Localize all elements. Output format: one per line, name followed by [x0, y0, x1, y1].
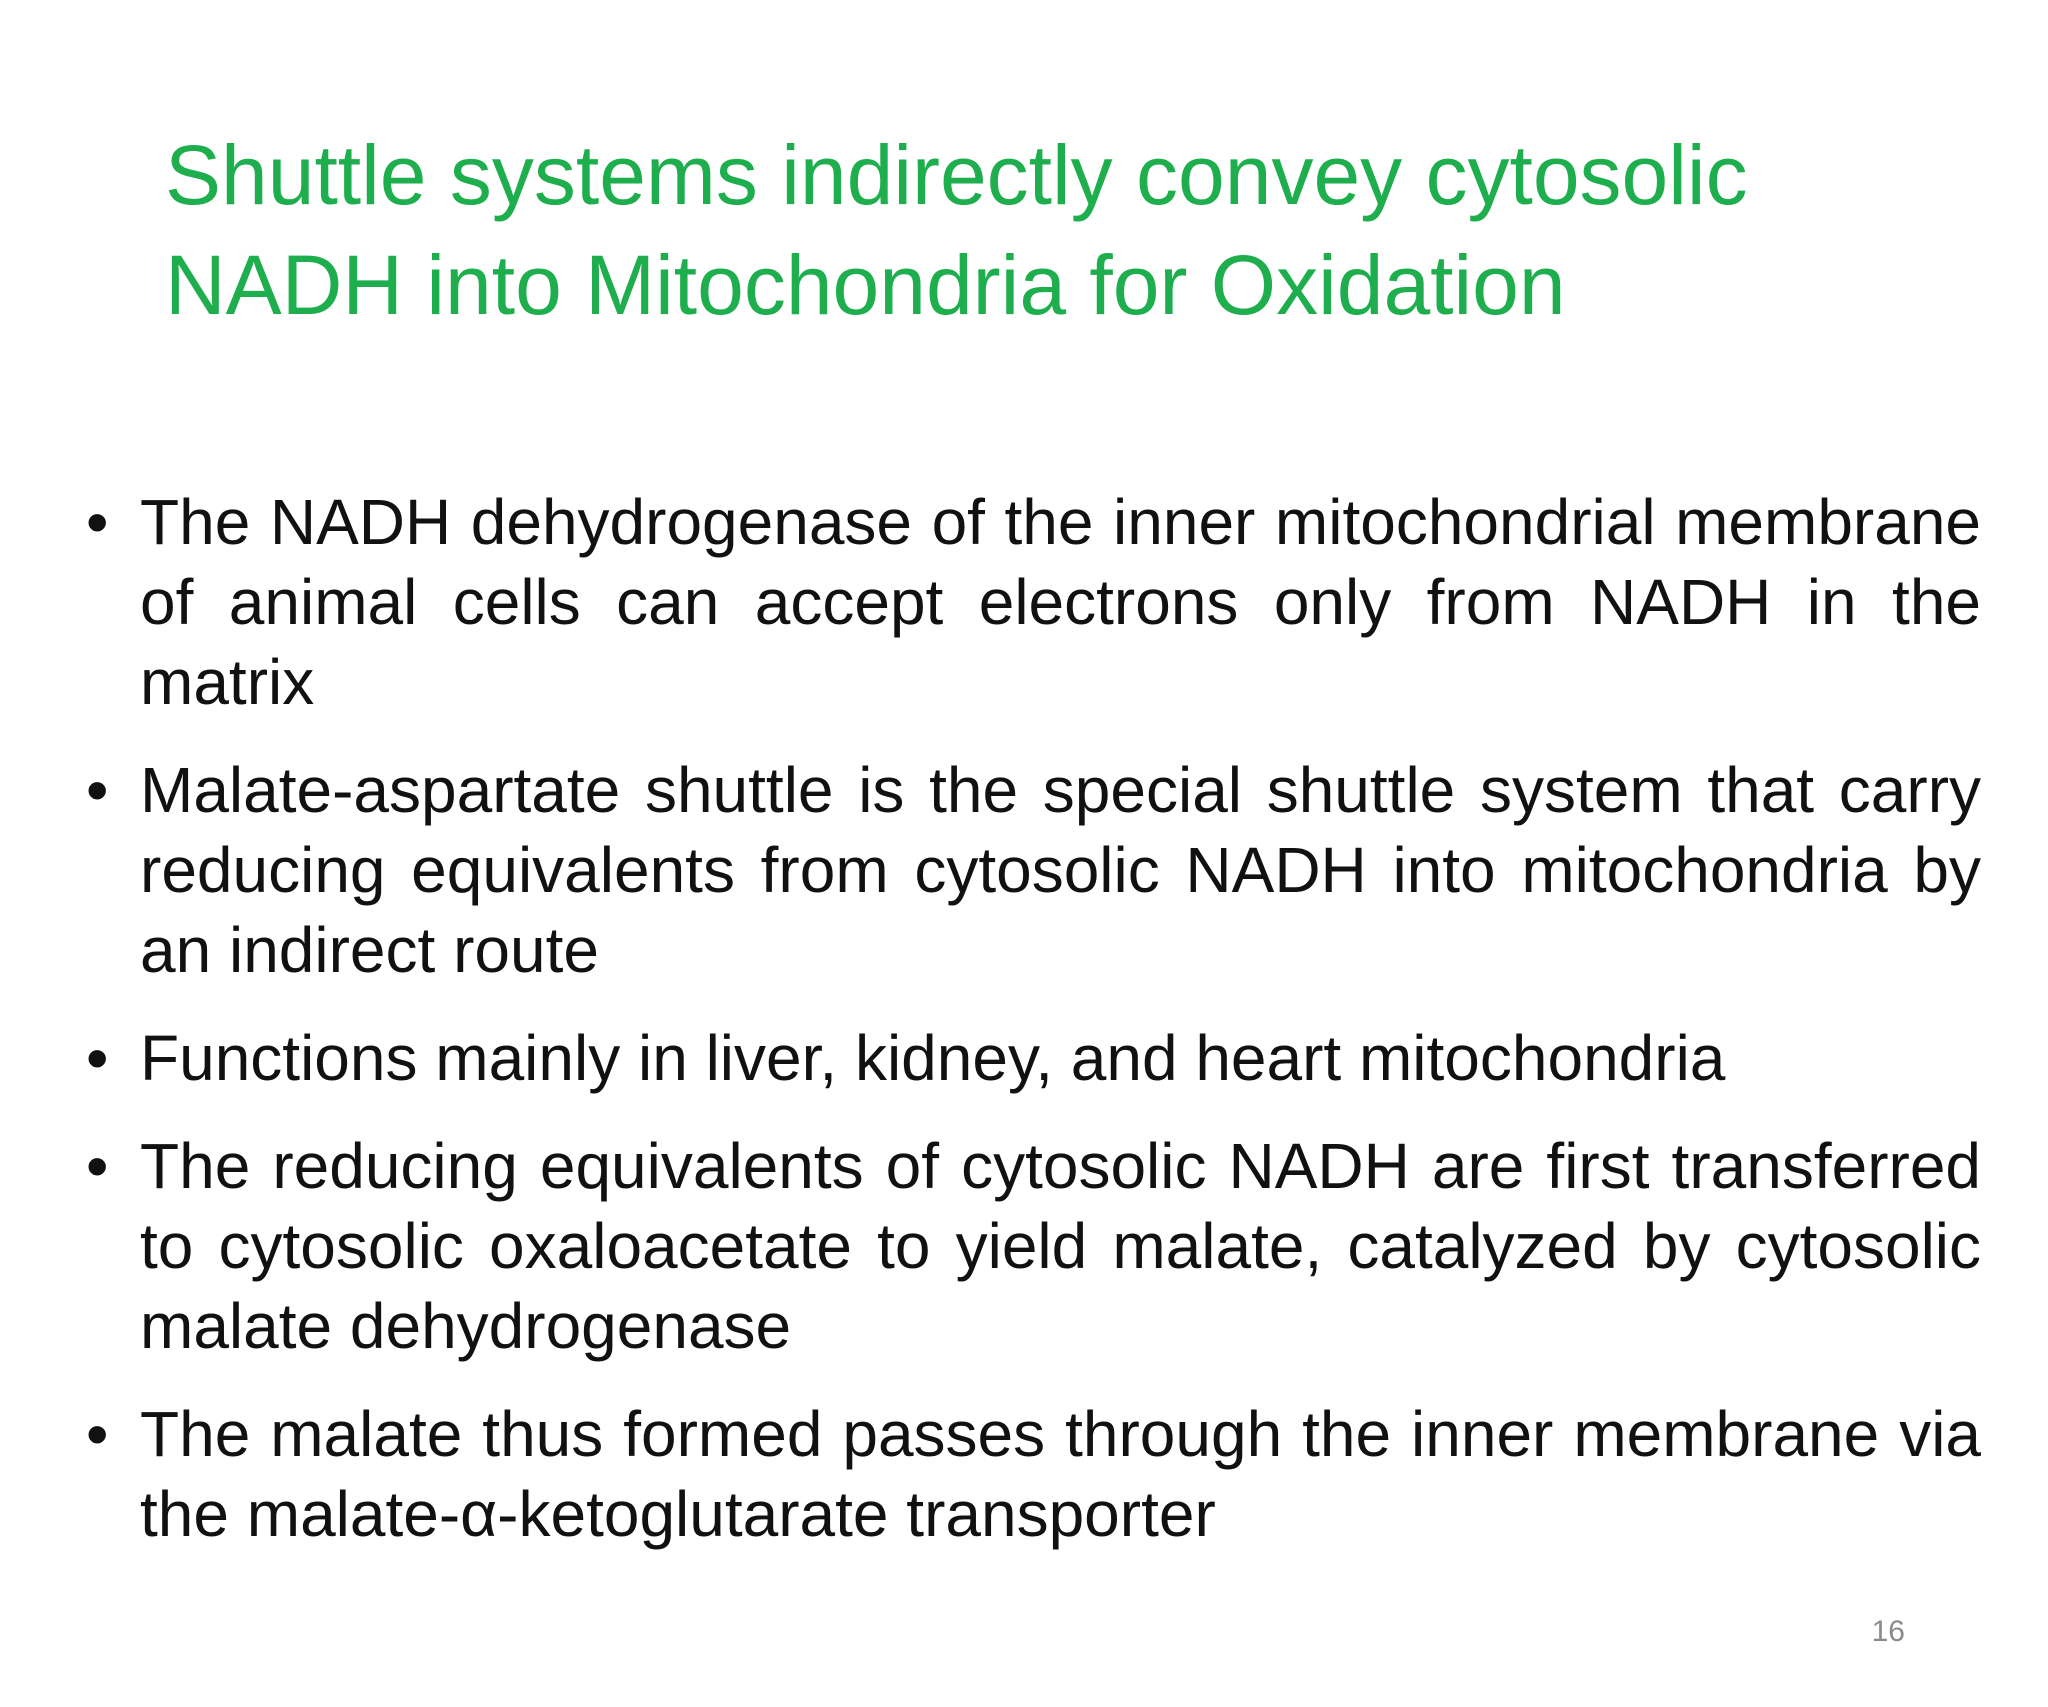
bullet-item: [86, 1394, 1981, 1554]
bullet-marker: •: [86, 486, 109, 558]
bullet-text: Functions mainly in liver, kidney, and heart mitochondria: [140, 1022, 1726, 1094]
bullet-item: [86, 1126, 1981, 1366]
slide-title: [165, 120, 1945, 340]
bullet-text: The NADH dehydrogenase of the inner mitochondrial membrane of animal cells can accept electrons only from NADH in the matrix: [140, 486, 1981, 718]
bullet-list: [86, 482, 1981, 1582]
slide-title-line-1: Shuttle systems indirectly convey cytosolic: [165, 128, 1748, 222]
page-number: 16: [1871, 1615, 1905, 1648]
bullet-item: [86, 482, 1981, 722]
bullet-text: Malate-aspartate shuttle is the special shuttle system that carry reducing equivalents from cytosolic NADH into mitochondria by an indirect route: [140, 754, 1981, 986]
bullet-item: [86, 750, 1981, 990]
bullet-text: The malate thus formed passes through the inner membrane via the malate-α-ketoglutarate transporter: [140, 1398, 1981, 1550]
bullet-text: The reducing equivalents of cytosolic NADH are first transferred to cytosolic oxaloacetate to yield malate, catalyzed by cytosolic malate dehydrogenase: [140, 1130, 1981, 1362]
bullet-marker: •: [86, 1398, 109, 1470]
bullet-marker: •: [86, 1022, 109, 1094]
bullet-marker: •: [86, 754, 109, 826]
slide-title-line-2: NADH into Mitochondria for Oxidation: [165, 238, 1566, 332]
bullet-item: [86, 1018, 1981, 1098]
bullet-marker: •: [86, 1130, 109, 1202]
